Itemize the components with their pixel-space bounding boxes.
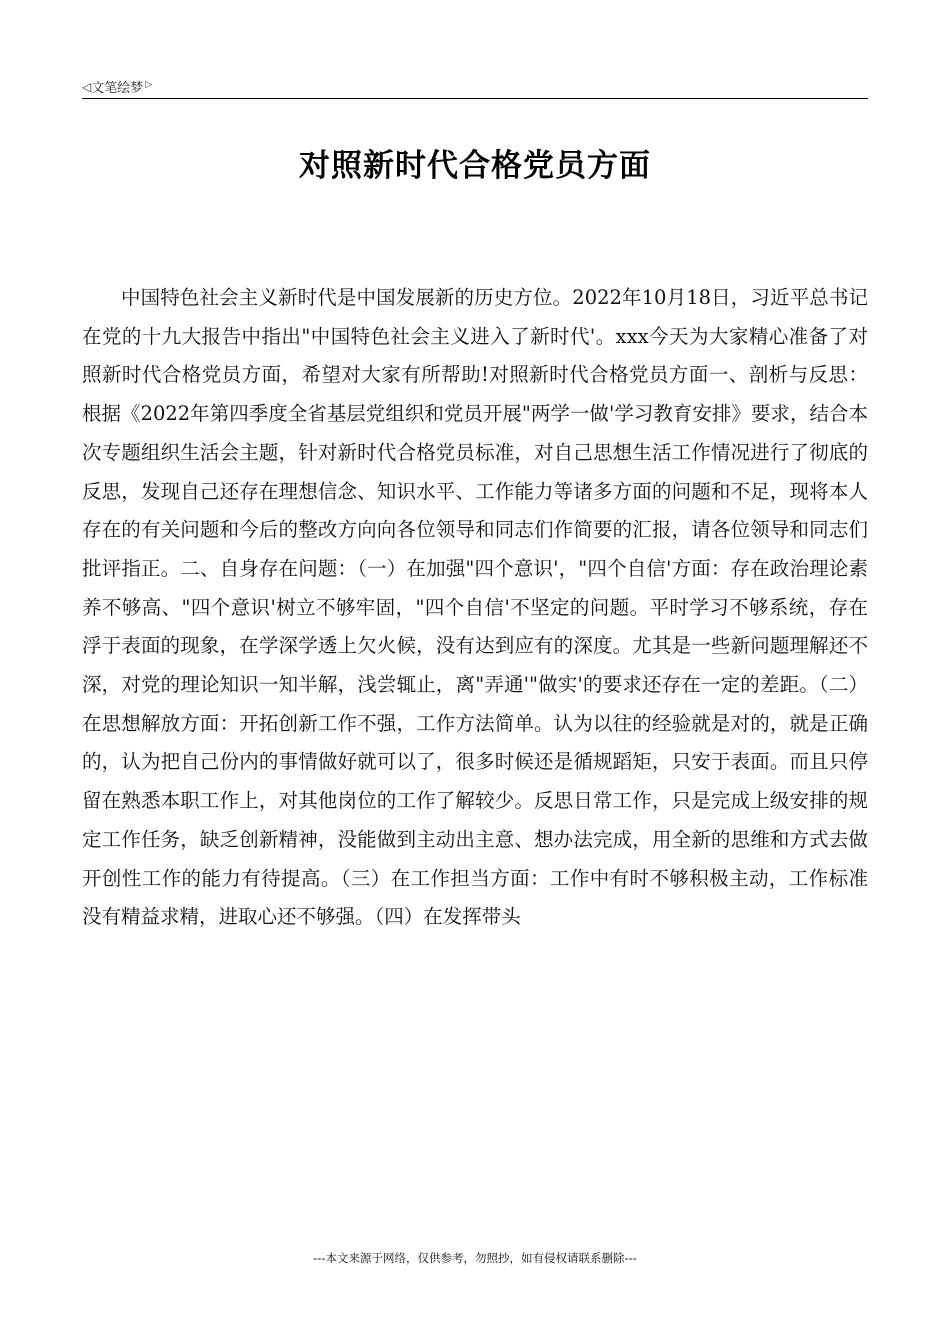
right-triangle-icon: ▷ — [145, 80, 153, 90]
header-label — [82, 76, 152, 98]
header-brand-text: 文笔绘梦 — [91, 81, 144, 96]
footer-notice: ---本文来源于网络，仅供参考，勿照抄，如有侵权请联系删除--- — [313, 1251, 637, 1265]
document-title: 对照新时代合格党员方面 — [299, 148, 651, 184]
left-triangle-icon: ◁ — [82, 80, 92, 94]
page-header — [82, 76, 868, 99]
document-body: 中国特色社会主义新时代是中国发展新的历史方位。2022年10月18日，习近平总书记在党的十九大报告中指出"中国特色社会主义进入了新时代'。xxx今天为大家精心准备了对照新时代合格党员方面，希望对大家有所帮助!对照新时代合格党员方面一、剖析与反思：根据《2022年第四季度全省基层党组织和党员开展"两学一做'学习教育安排》要求，结合本次专题组织生活会主题，针对新时代合格党员标准，对自己思想生活工作情况进行了彻底的反思，发现自己还存在理想信念、知识水平、工作能力等诸多方面的问题和不足，现将本人存在的有关问题和今后的整改方向向各位领导和同志们作简要的汇报，请各位领导和同志们批评指正。二、自身存在问题：（一）在加强"四个意识'，"四个自信'方面：存在政治理论素养不够高、"四个意识'树立不够牢固，"四个自信'不坚定的问题。平时学习不够系统，存在浮于表面的现象，在学深学透上欠火候，没有达到应有的深度。尤其是一些新问题理解还不深，对党的理论知识一知半解，浅尝辄止，离"弄通'"做实'的要求还存在一定的差距。（二）在思想解放方面：开拓创新工作不强，工作方法简单。认为以往的经验就是对的，就是正确的，认为把自己份内的事情做好就可以了，很多时候还是循规蹈矩，只安于表面。而且只停留在熟悉本职工作上，对其他岗位的工作了解较少。反思日常工作，只是完成上级安排的规定工作任务，缺乏创新精神，没能做到主动出主意、想办法完成，用全新的思维和方式去做开创性工作的能力有待提高。（三）在工作担当方面：工作中有时不够积极主动，工作标准没有精益求精，进取心还不够强。（四）在发挥带头 — [82, 286, 868, 929]
